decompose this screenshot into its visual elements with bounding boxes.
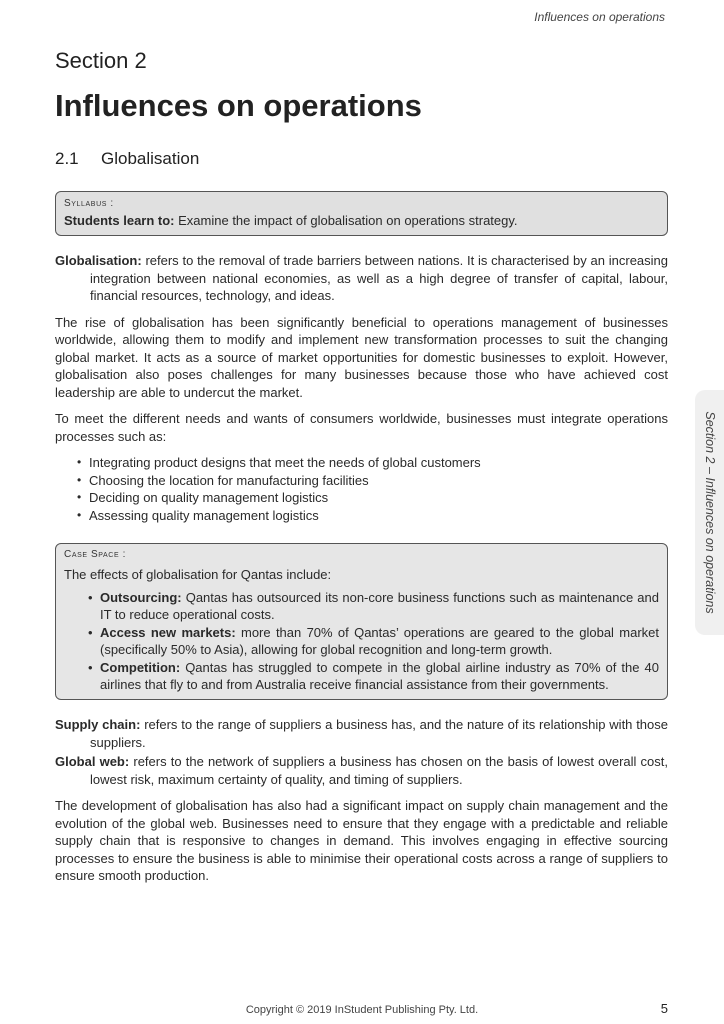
case-item-term: Competition:: [100, 659, 181, 675]
paragraph: To meet the different needs and wants of consumers worldwide, businesses must integrate operations processes such as:: [55, 411, 668, 444]
definition-globalisation: [55, 252, 668, 305]
syllabus-body: Examine the impact of globalisation on operations strategy.: [174, 213, 518, 228]
list-item: • Deciding on quality management logistics: [77, 489, 668, 507]
definition-term: Supply chain:: [55, 717, 141, 732]
definition-text: refers to the range of suppliers a business has, and the nature of its relationship with those suppliers.: [90, 717, 668, 750]
main-content: [55, 252, 668, 524]
case-item-text: Qantas has struggled to compete in the global airline industry as 70% of the 40 airlines that fly to and from Australia receive financial assistance from their governments.: [100, 659, 659, 692]
sub-heading: [55, 148, 199, 170]
list-item: • Assessing quality management logistics: [77, 507, 668, 525]
case-bullet-list: [64, 589, 659, 694]
case-item-term: Access new markets:: [100, 624, 236, 640]
definition-text: refers to the removal of trade barriers between nations. It is characterised by an increasing integration between national economies, as well as a high degree of transfer of capital, labour, financial resources, technology, and ideas.: [90, 253, 668, 303]
footer-copyright: Copyright © 2019 InStudent Publishing Pty. Ltd.: [245, 1004, 479, 1016]
list-item: [88, 659, 659, 694]
list-item: [88, 589, 659, 624]
closing-paragraph: The development of globalisation has also had a significant impact on supply chain management and the evolution of the global web. Businesses need to ensure that they engage with a predictable and reliable supply chain that is responsive to changes in demand. This involves engaging in effective sourcing processes to ensure the business is able to minimise their operational costs across a range of suppliers to ensure smooth production.: [55, 798, 668, 883]
section-side-tab: [695, 390, 724, 635]
running-header: Influences on operations: [534, 10, 665, 24]
case-item-term: Outsourcing:: [100, 589, 182, 605]
syllabus-text: [64, 212, 659, 229]
side-tab-label: Section 2 – Influences on operations: [703, 411, 717, 614]
section-title: Influences on operations: [55, 88, 422, 123]
case-space-intro: The effects of globalisation for Qantas include:: [64, 567, 332, 582]
definition-text: refers to the network of suppliers a business has chosen on the basis of lowest overall cost, lowest risk, maximum certainty of quality, and timing of suppliers.: [90, 754, 669, 787]
list-item: [88, 624, 659, 659]
case-item-text: Qantas has outsourced its non-core business functions such as maintenance and IT to reduce operational costs.: [100, 589, 659, 622]
definition-term: Globalisation:: [55, 253, 142, 268]
sub-heading-title: Globalisation: [101, 149, 200, 168]
lower-content: [55, 716, 668, 894]
definition-supply-chain: [55, 716, 668, 751]
bullet-list: [55, 454, 668, 524]
case-item-text: more than 70% of Qantas’ operations are geared to the global market (specifically 50% to Asia), allowing for global recognition and long-term growth.: [100, 624, 659, 657]
list-item: • Integrating product designs that meet the needs of global customers: [77, 454, 668, 472]
section-label: Section 2: [55, 48, 147, 73]
page-number: 5: [660, 1001, 668, 1016]
definition-global-web: [55, 753, 668, 788]
syllabus-box: [55, 191, 668, 236]
paragraph: The rise of globalisation has been significantly beneficial to operations management of businesses worldwide, allowing them to modify and implement new transformation processes to suit the changing global market. It acts as a source of market opportunities for domestic businesses to exploit. However, globalisation also poses challenges for many businesses because those who have achieved cost leadership are able to undercut the market.: [55, 314, 668, 400]
list-item: • Choosing the location for manufacturing facilities: [77, 472, 668, 490]
syllabus-lead: Students learn to:: [64, 213, 175, 228]
sub-heading-number: 2.1: [55, 149, 79, 168]
case-space-label: Case Space :: [64, 549, 126, 560]
definition-term: Global web:: [55, 754, 130, 769]
syllabus-label: Syllabus :: [64, 198, 114, 209]
case-space-box: [55, 543, 668, 700]
